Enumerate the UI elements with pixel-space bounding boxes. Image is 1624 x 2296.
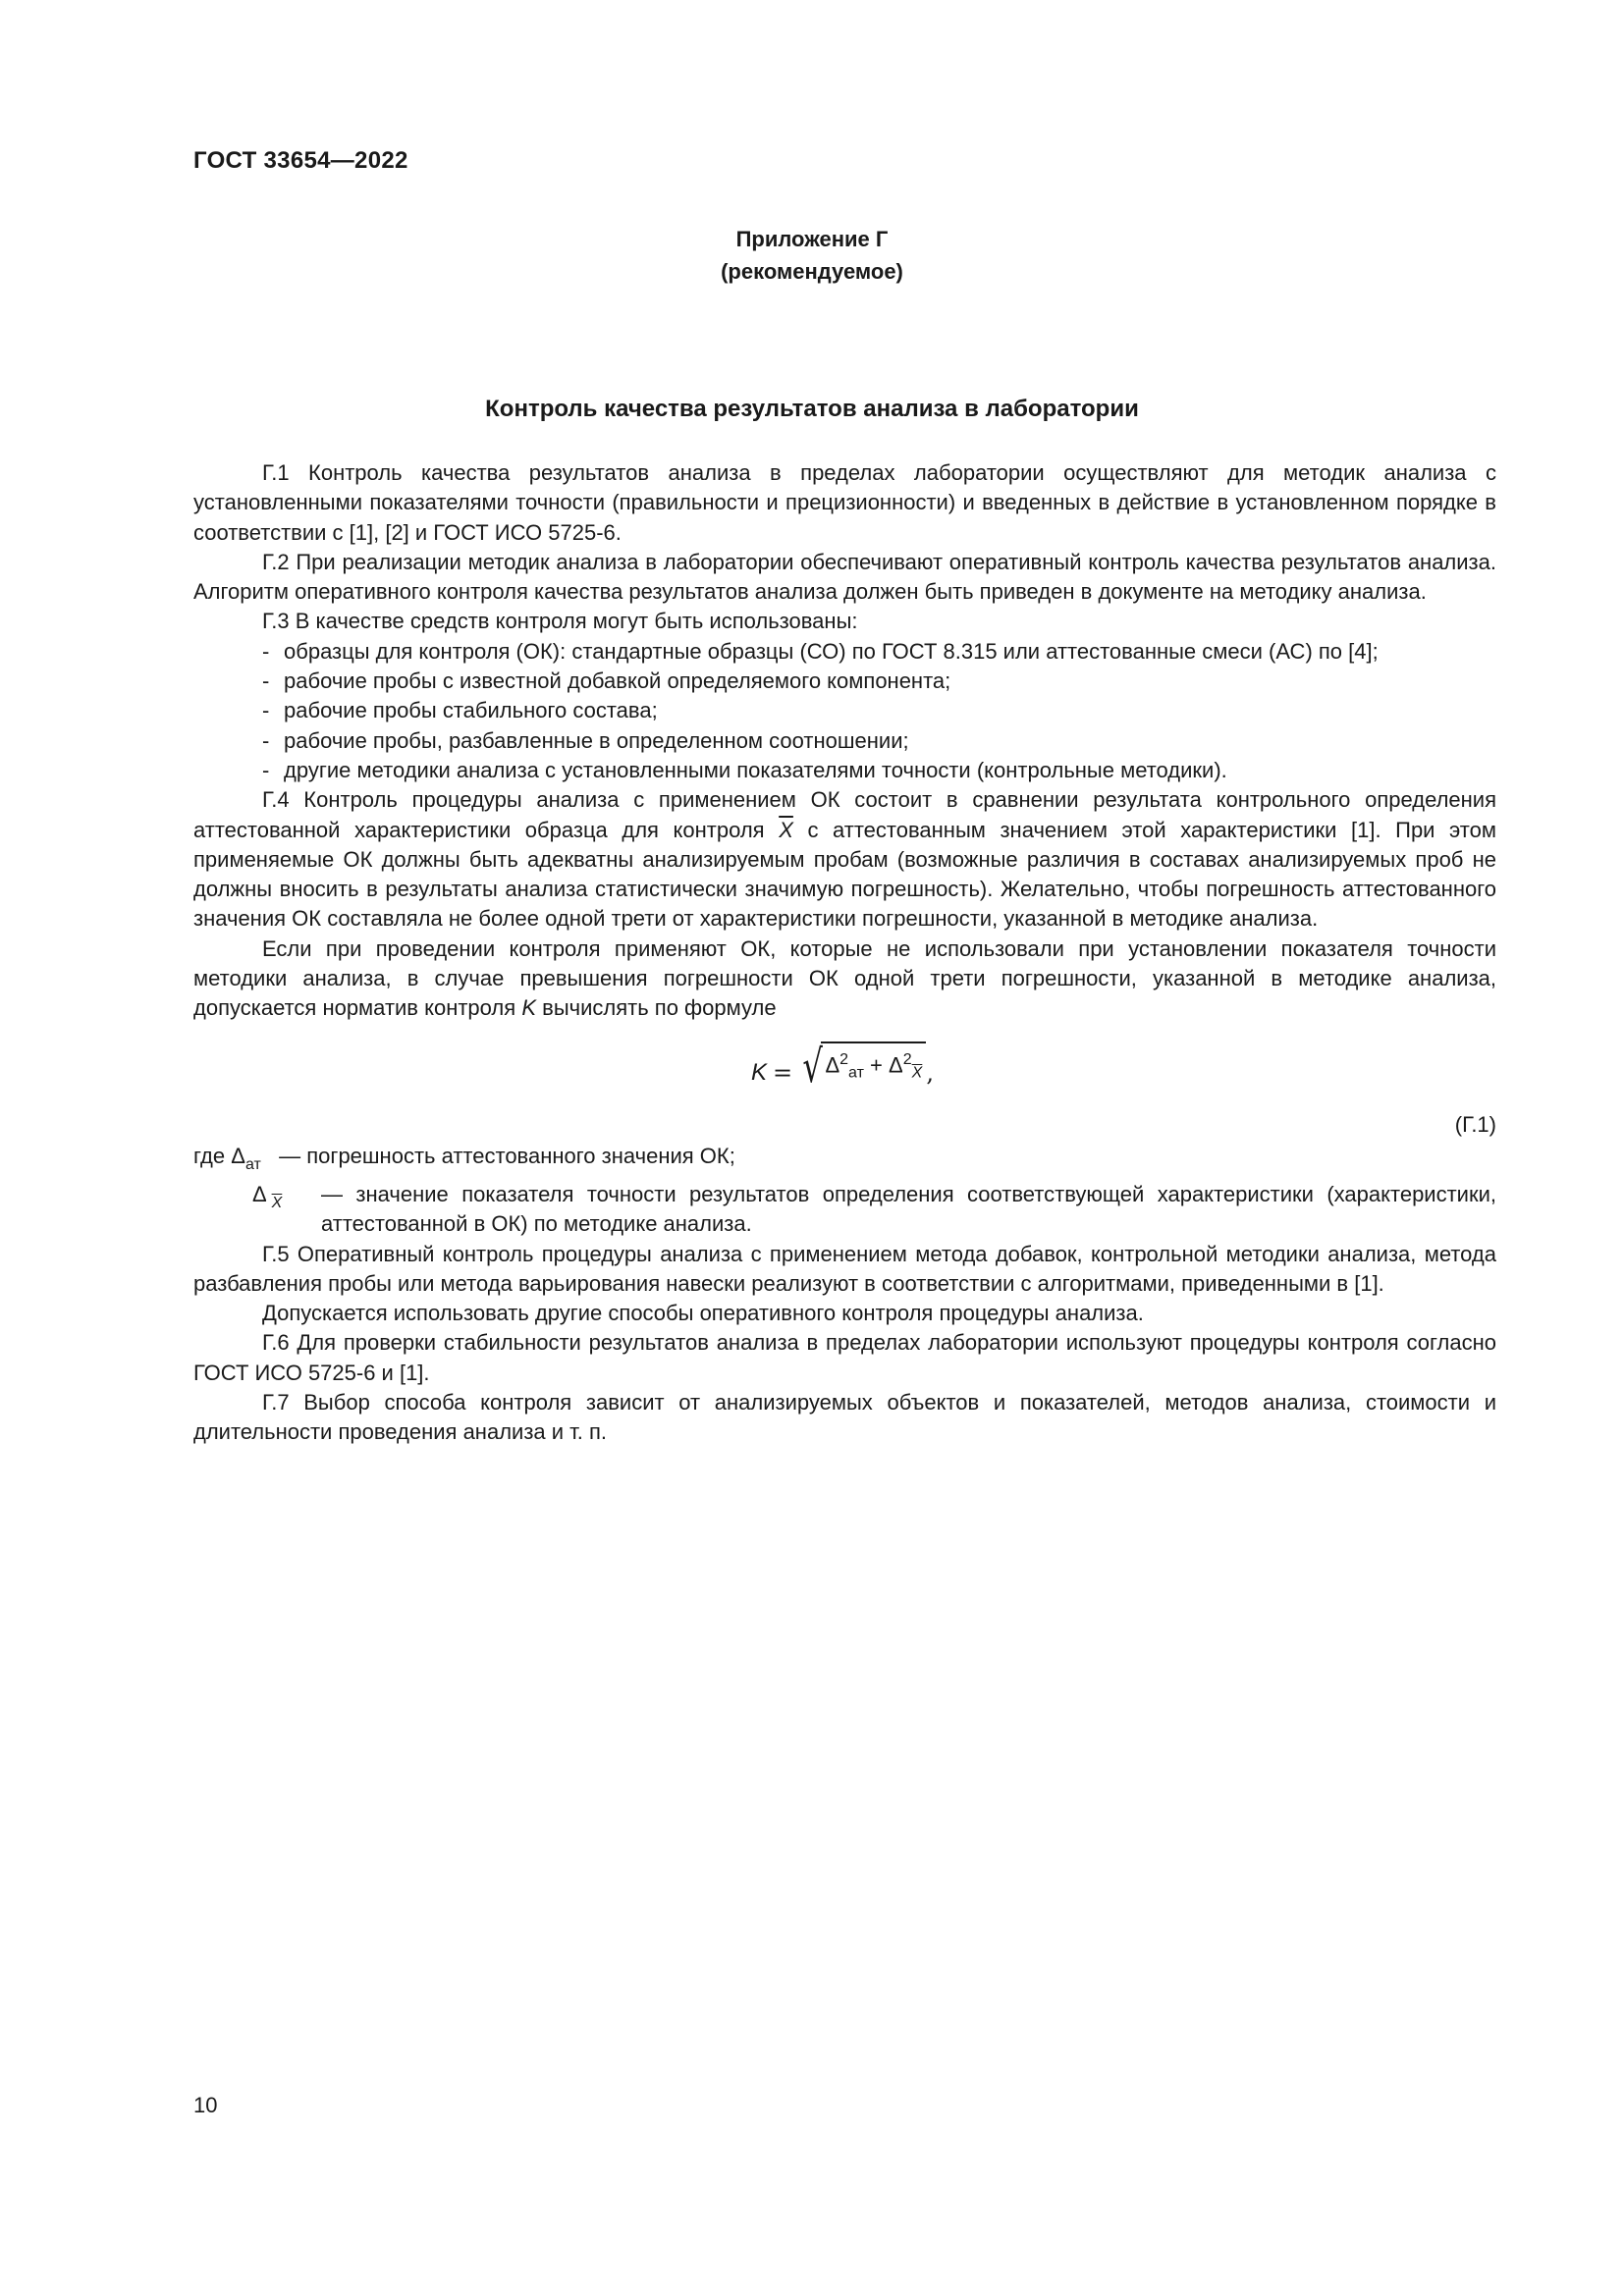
paragraph-g1: Г.1 Контроль качества результатов анализа в пределах лаборатории осуществляют для методик анализа с установленными показателями точности (правильности и прецизионности) и введенных в действие в установленном порядке в соответствии с [1], [2] и ГОСТ ИСО 5725-6. (193, 460, 1496, 545)
paragraph-g4-continued: Если при проведении контроля применяют ОК, которые не использовали при установлении показателя точности методики анализа, в случае превышения погрешности ОК одной трети погрешности, указанной в методике анализа, допускается норматив контроля K вычислять по формуле (193, 935, 1496, 1021)
formula-number: (Г.1) (1454, 1111, 1496, 1137)
standard-designation: ГОСТ 33654—2022 (193, 147, 408, 174)
x-bar-symbol: $\overline{X}$ (779, 817, 793, 842)
paragraph-g7: Г.7 Выбор способа контроля зависит от анализируемых объектов и показателей, методов анализа, стоимости и длительности проведения анализа и т. п. (193, 1390, 1496, 1445)
list-item: - образцы для контроля (ОК): стандартные образцы (СО) по ГОСТ 8.315 или аттестованные смеси (АС) по [4]; (262, 638, 1379, 664)
paragraph-g6: Г.6 Для проверки стабильности результатов анализа в пределах лаборатории используют процедуры контроля согласно ГОСТ ИСО 5725-6 и [1]. (193, 1330, 1496, 1385)
list-item: - рабочие пробы стабильного состава; (262, 698, 658, 723)
list-item: - рабочие пробы с известной добавкой определяемого компонента; (262, 668, 951, 694)
list-item: - рабочие пробы, разбавленные в определенном соотношении; (262, 727, 909, 753)
annex-title: Приложение Г (735, 227, 889, 251)
paragraph-g3: Г.3 В качестве средств контроля могут быть использованы: (262, 609, 858, 634)
annex-status: (рекомендуемое) (721, 259, 903, 284)
paragraph-g4: Г.4 Контроль процедуры анализа с применением ОК состоит в сравнении результата контрольного определения аттестованной характеристики образца для контроля $\overline{X}$ с аттестованным значением этой характеристики [1]. При этом применяемые ОК должны быть адекватны анализируемым пробам (возможные различия в составах анализируемых проб не должны вносить в результаты анализа статистически значимую погрешность). Желательно, чтобы погрешность аттестованного значения ОК составляла не более одной трети от характеристики погрешности, указанной в методике анализа. (193, 787, 1496, 932)
square-root: √ $\Delta^2_{ат} + \Delta^2_{\overline{X}}$ (798, 1041, 926, 1089)
document-body (193, 458, 1496, 1448)
section-title: Контроль качества результатов анализа в лаборатории (485, 396, 1139, 422)
list-item: - другие методики анализа с установленными показателями точности (контрольные методики). (262, 757, 1227, 782)
definition-delta-x: Δ $_{\overline{X}}$ — значение показателя точности результатов определения соответствующей характеристики (характеристики, аттестованной в ОК) по методике анализа. (252, 1181, 1496, 1237)
paragraph-g5-continued: Допускается использовать другие способы оперативного контроля процедуры анализа. (262, 1301, 1144, 1326)
k-symbol: K (521, 995, 536, 1021)
formula-expression: K = √ $\Delta^2_{ат} + \Delta^2_{\overline{X}}$ , (751, 1039, 934, 1093)
paragraph-g5: Г.5 Оперативный контроль процедуры анализа с применением метода добавок, контрольной методики анализа, метода разбавления пробы или метода варьирования навески реализуют в соответствии с алгоритмами, приведенными в [1]. (193, 1241, 1496, 1296)
paragraph-g2: Г.2 При реализации методик анализа в лаборатории обеспечивают оперативный контроль качества результатов анализа. Алгоритм оперативного контроля качества результатов анализа должен быть приведен в документе на методику анализа. (193, 549, 1496, 605)
formula-g1 (193, 1034, 1496, 1142)
annex-heading (0, 223, 1624, 288)
definition-delta-at: где $\Delta_{ат}$ — погрешность аттестованного значения ОК; (193, 1143, 735, 1173)
page-number: 10 (193, 2093, 218, 2117)
